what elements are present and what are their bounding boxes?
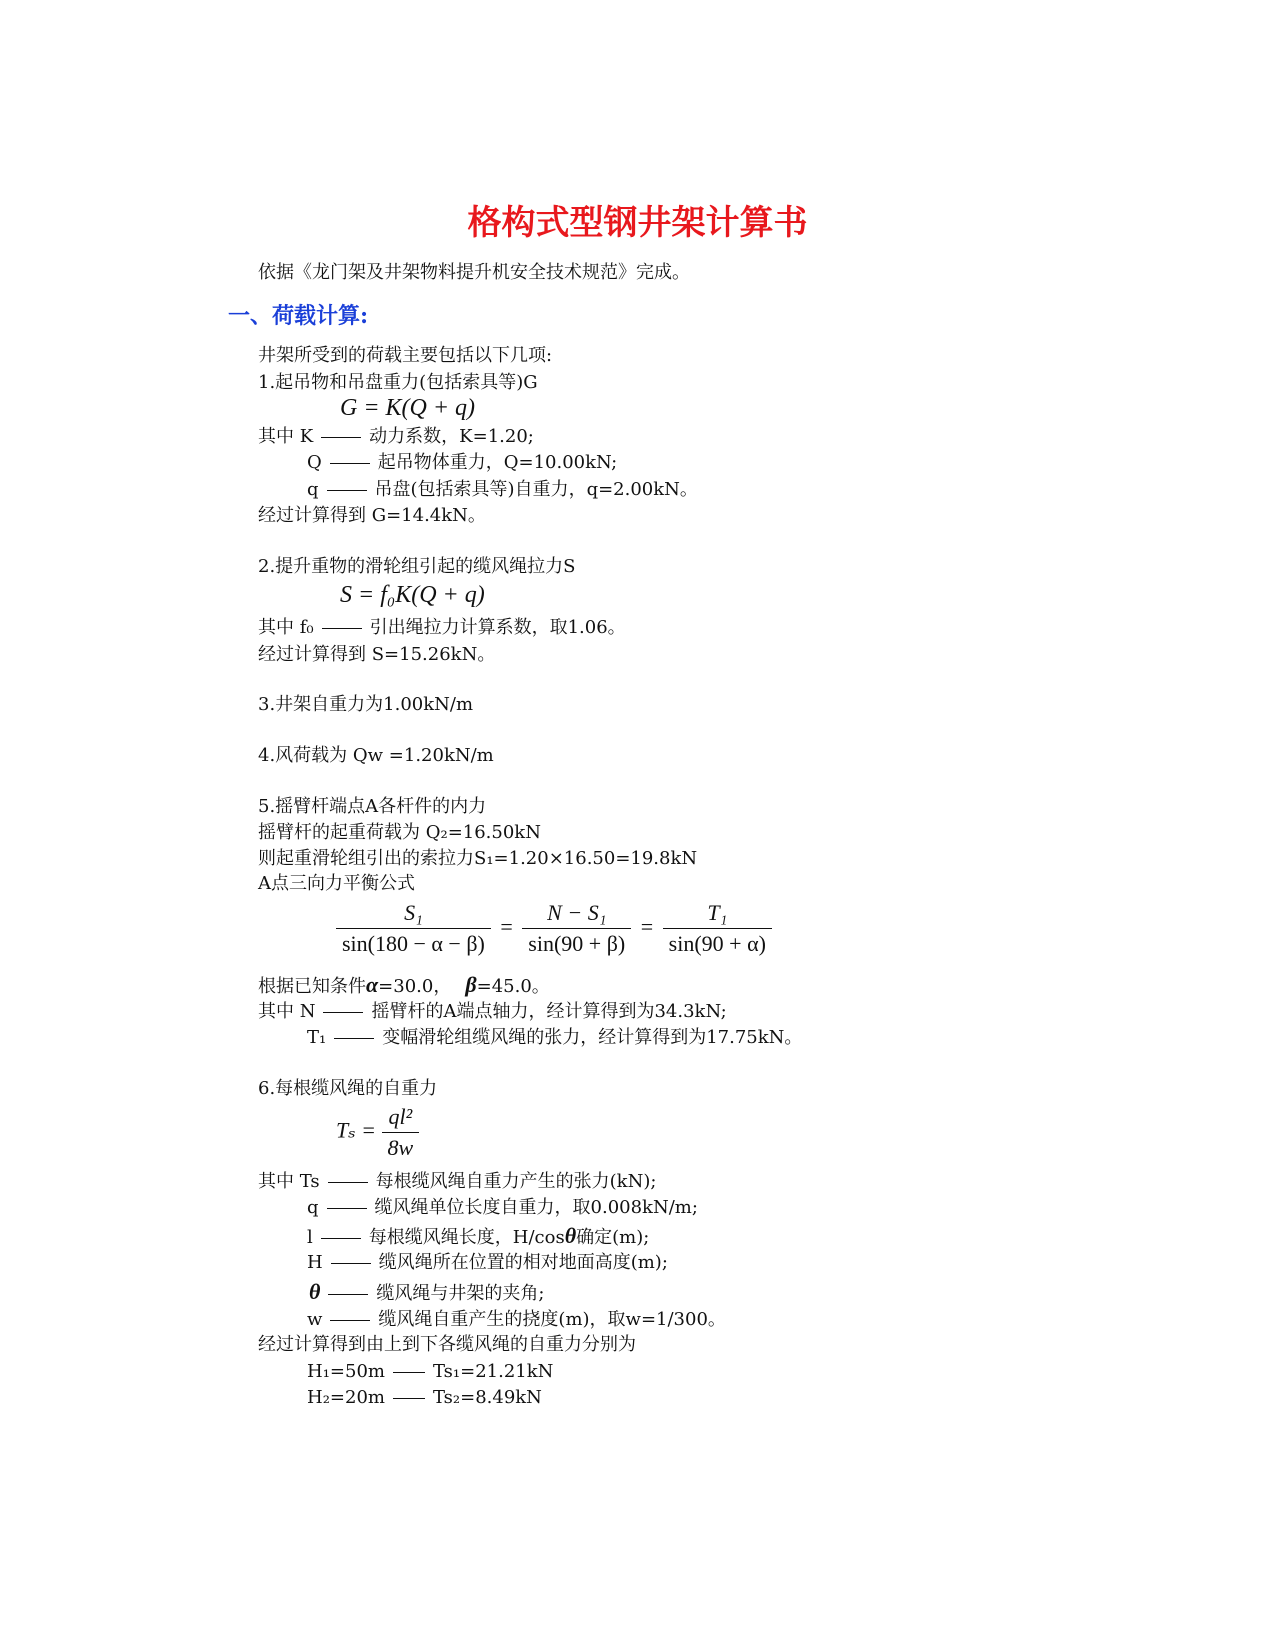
g-result: 经过计算得到 G=14.4kN。 <box>258 505 486 526</box>
equals-sign: = <box>500 913 513 939</box>
var-l-sym: l <box>307 1227 313 1248</box>
item2-heading: 2.提升重物的滑轮组引起的缆风绳拉力S <box>258 556 576 577</box>
intro-text: 依据《龙门架及井架物料提升机安全技术规范》完成。 <box>258 262 690 283</box>
fraction-3 <box>663 900 772 957</box>
s-result: 经过计算得到 S=15.26kN。 <box>258 644 496 665</box>
fraction-2-denominator: sin(90 + β) <box>528 931 626 956</box>
dash-icon <box>331 1263 371 1264</box>
item5-line2: 则起重滑轮组引出的索拉力S₁=1.20×16.50=19.8kN <box>258 848 698 869</box>
var-l-desc-end: 确定(m); <box>576 1227 650 1248</box>
result-row-2-tension: Ts₂=8.49kN <box>432 1387 542 1408</box>
fraction-3-denominator: sin(90 + α) <box>668 931 766 956</box>
dash-icon <box>321 437 361 438</box>
var-w-sym: w <box>307 1309 323 1330</box>
var-n-desc: 摇臂杆的A端点轴力，经计算得到为34.3kN; <box>371 1001 727 1022</box>
item5-heading: 5.摇臂杆端点A各杆件的内力 <box>258 796 487 817</box>
var-h-sym: H <box>307 1252 323 1273</box>
var-k-prefix: 其中 K <box>258 426 314 447</box>
var-qq-sym: q <box>307 1197 319 1218</box>
formula-ts <box>336 1104 419 1161</box>
var-w-desc: 缆风绳自重产生的挠度(m)，取w=1/300。 <box>378 1309 726 1330</box>
result-row-1-tension: Ts₁=21.21kN <box>432 1361 554 1382</box>
force-balance-equation <box>336 900 772 957</box>
fraction-2 <box>522 900 631 957</box>
var-qsmall-line <box>307 479 698 501</box>
var-f0-prefix: 其中 f₀ <box>258 617 314 638</box>
result-row-1-height: H₁=50m <box>307 1361 385 1382</box>
section-heading-load-calc: 一、荷载计算: <box>228 303 369 329</box>
dash-icon <box>393 1372 425 1373</box>
var-theta-line <box>309 1281 545 1305</box>
dash-icon <box>327 490 367 491</box>
var-t1-sym: T₁ <box>307 1027 327 1048</box>
fraction-2-numerator: N − S₁ <box>522 900 631 929</box>
var-w-line <box>307 1309 726 1331</box>
fraction-3-numerator: T₁ <box>663 900 772 929</box>
var-qq-desc: 缆风绳单位长度自重力，取0.008kN/m; <box>374 1197 698 1218</box>
dash-icon <box>328 1182 368 1183</box>
var-t1-desc: 变幅滑轮组缆风绳的张力，经计算得到为17.75kN。 <box>382 1027 803 1048</box>
result-row-1 <box>307 1361 553 1383</box>
var-ts-desc: 每根缆风绳自重力产生的张力(kN); <box>375 1171 657 1192</box>
var-qsmall-desc: 吊盘(包括索具等)自重力，q=2.00kN。 <box>374 479 698 500</box>
alpha-symbol: α <box>366 972 379 997</box>
dash-icon <box>328 1294 368 1295</box>
formula-ts-numerator: ql² <box>382 1104 420 1133</box>
item6-heading: 6.每根缆风绳的自重力 <box>258 1078 438 1099</box>
result-row-2 <box>307 1387 542 1409</box>
var-q-sym: Q <box>307 452 322 473</box>
var-q-desc: 起吊物体重力，Q=10.00kN; <box>377 452 618 473</box>
result-lead: 经过计算得到由上到下各缆风绳的自重力分别为 <box>258 1334 636 1355</box>
item4-text: 4.风荷载为 Qw =1.20kN/m <box>258 745 494 766</box>
fraction-1-numerator: S₁ <box>336 900 491 929</box>
beta-symbol: β <box>465 972 477 997</box>
var-ts-prefix: 其中 Ts <box>258 1171 320 1192</box>
var-t1-line <box>307 1027 802 1049</box>
load-lead: 井架所受到的荷载主要包括以下几项: <box>258 345 553 366</box>
dash-icon <box>330 1320 370 1321</box>
dash-icon <box>321 1238 361 1239</box>
dash-icon <box>327 1208 367 1209</box>
var-n-line <box>258 1001 727 1023</box>
dash-icon <box>322 628 362 629</box>
dash-icon <box>393 1398 425 1399</box>
beta-value: =45.0。 <box>476 976 550 997</box>
item5-line3: A点三向力平衡公式 <box>258 873 415 894</box>
var-qsmall-sym: q <box>307 479 319 500</box>
angles-prefix: 根据已知条件 <box>258 976 366 997</box>
var-h-line <box>307 1252 668 1274</box>
var-h-desc: 缆风绳所在位置的相对地面高度(m); <box>378 1252 668 1273</box>
document-title: 格构式型钢井架计算书 <box>467 203 808 243</box>
fraction-1 <box>336 900 491 957</box>
formula-ts-lhs: Tₛ = <box>336 1117 376 1143</box>
var-l-line <box>307 1225 649 1249</box>
var-q-line <box>307 452 617 474</box>
fraction-1-denominator: sin(180 − α − β) <box>342 931 485 956</box>
var-theta-desc: 缆风绳与井架的夹角; <box>376 1283 545 1304</box>
var-k-desc: 动力系数，K=1.20; <box>369 426 534 447</box>
item3-text: 3.井架自重力为1.00kN/m <box>258 694 474 715</box>
var-k-line <box>258 426 534 448</box>
formula-s: S = f₀K(Q + q) <box>340 582 485 608</box>
item5-line1: 摇臂杆的起重荷载为 Q₂=16.50kN <box>258 822 541 843</box>
var-l-desc: 每根缆风绳长度，H/cos <box>368 1227 565 1248</box>
var-f0-desc: 引出绳拉力计算系数，取1.06。 <box>369 617 626 638</box>
equals-sign: = <box>640 913 654 939</box>
result-row-2-height: H₂=20m <box>307 1387 385 1408</box>
dash-icon <box>323 1012 363 1013</box>
angles-line <box>258 974 550 998</box>
var-ts-line <box>258 1171 656 1193</box>
theta-symbol: θ <box>564 1223 577 1248</box>
formula-g: G = K(Q + q) <box>340 395 476 421</box>
dash-icon <box>330 463 370 464</box>
formula-ts-fraction <box>382 1104 420 1161</box>
item1-heading: 1.起吊物和吊盘重力(包括索具等)G <box>258 372 538 393</box>
var-qq-line <box>307 1197 698 1219</box>
theta-symbol: θ <box>309 1279 321 1304</box>
var-f0-line <box>258 617 626 639</box>
formula-ts-denominator: 8w <box>387 1135 414 1160</box>
var-n-prefix: 其中 N <box>258 1001 316 1022</box>
alpha-value: =30.0， <box>378 976 452 997</box>
dash-icon <box>334 1038 374 1039</box>
